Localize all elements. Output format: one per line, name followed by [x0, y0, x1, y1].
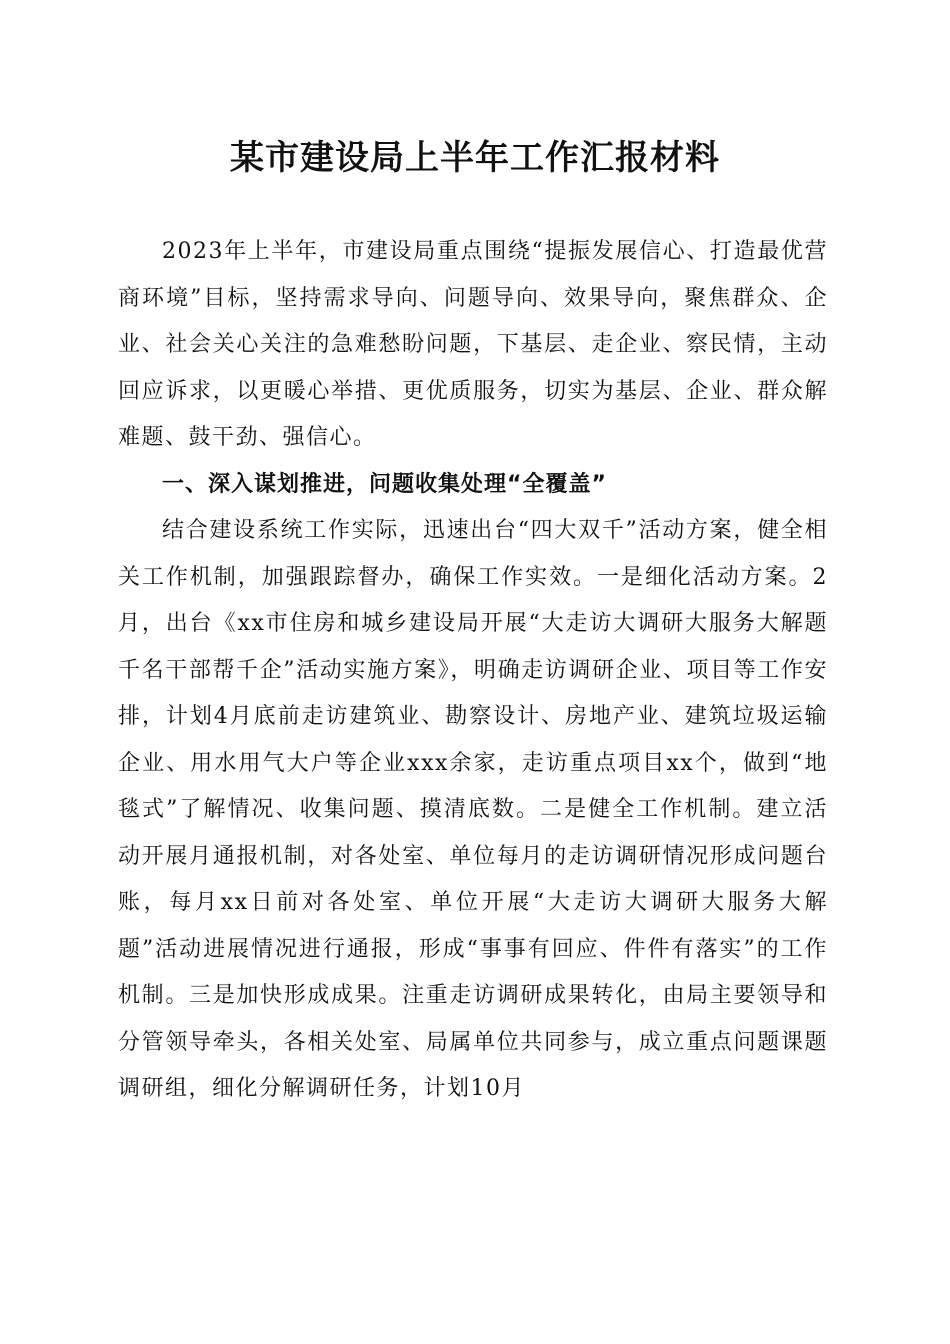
- document-body: [118, 229, 828, 1113]
- section-heading: 一、深入谋划推进，问题收集处理“全覆盖”: [162, 471, 607, 497]
- document-title: 某市建设局上半年工作汇报材料: [230, 138, 720, 178]
- section-paragraph: 结合建设系统工作实际，迅速出台“四大双千”活动方案，健全相关工作机制，加强跟踪督办，确保工作实效。一是细化活动方案。2月，出台《xx市住房和城乡建设局开展“大走访大调研大服务大解题千名干部帮千企”活动实施方案》，明确走访调研企业、项目等工作安排，计划4月底前走访建筑业、勘察设计、房地产业、建筑垃圾运输企业、用水用气大户等企业xxx余家，走访重点项目xx个，做到“地毯式”了解情况、收集问题、摸清底数。二是健全工作机制。建立活动开展月通报机制，对各处室、单位每月的走访调研情况形成问题台账，每月xx日前对各处室、单位开展“大走访大调研大服务大解题”活动进展情况进行通报，形成“事事有回应、件件有落实”的工作机制。三是加快形成成果。注重走访调研成果转化，由局主要领导和分管领导牵头，各相关处室、局属单位共同参与，成立重点问题课题调研组，细化分解调研任务，计划10月: [118, 518, 828, 1101]
- intro-paragraph: 2023年上半年，市建设局重点围绕“提振发展信心、打造最优营商环境”目标，坚持需求导向、问题导向、效果导向，聚焦群众、企业、社会关心关注的急难愁盼问题，下基层、走企业、察民情，主动回应诉求，以更暖心举措、更优质服务，切实为基层、企业、群众解难题、鼓干劲、强信心。: [118, 239, 828, 450]
